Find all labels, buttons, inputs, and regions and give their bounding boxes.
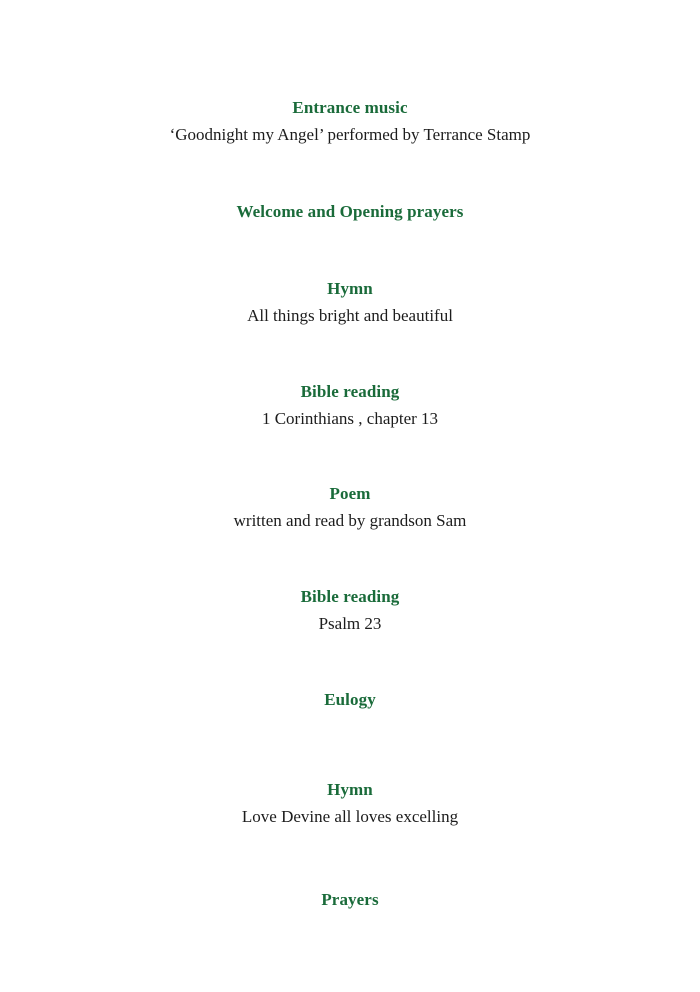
- eulogy-heading: Eulogy: [324, 690, 376, 709]
- entrance-music-heading: Entrance music: [292, 98, 408, 117]
- bible-reading-1-detail: 1 Corinthians , chapter 13: [261, 409, 439, 428]
- welcome-heading: Welcome and Opening prayers: [236, 202, 464, 221]
- poem-detail: written and read by grandson Sam: [233, 511, 467, 530]
- bible-reading-2-section: [0, 587, 700, 634]
- entrance-music-section: [0, 98, 700, 145]
- bible-reading-2-detail: Psalm 23: [318, 614, 382, 633]
- hymn-1-heading: Hymn: [327, 279, 373, 298]
- prayers-section: [0, 890, 700, 910]
- poem-section: [0, 484, 700, 531]
- hymn-1-detail: All things bright and beautiful: [247, 306, 453, 325]
- prayers-heading: Prayers: [321, 890, 379, 909]
- bible-reading-1-section: [0, 382, 700, 429]
- hymn-1-section: [0, 279, 700, 326]
- welcome-section: [0, 202, 700, 222]
- hymn-2-section: [0, 780, 700, 827]
- entrance-music-detail: ‘Goodnight my Angel’ performed by Terrance Stamp: [169, 125, 531, 144]
- hymn-2-heading: Hymn: [327, 780, 373, 799]
- poem-heading: Poem: [329, 484, 371, 503]
- eulogy-section: [0, 690, 700, 710]
- bible-reading-1-heading: Bible reading: [300, 382, 400, 401]
- bible-reading-2-heading: Bible reading: [300, 587, 400, 606]
- hymn-2-detail: Love Devine all loves excelling: [241, 807, 459, 826]
